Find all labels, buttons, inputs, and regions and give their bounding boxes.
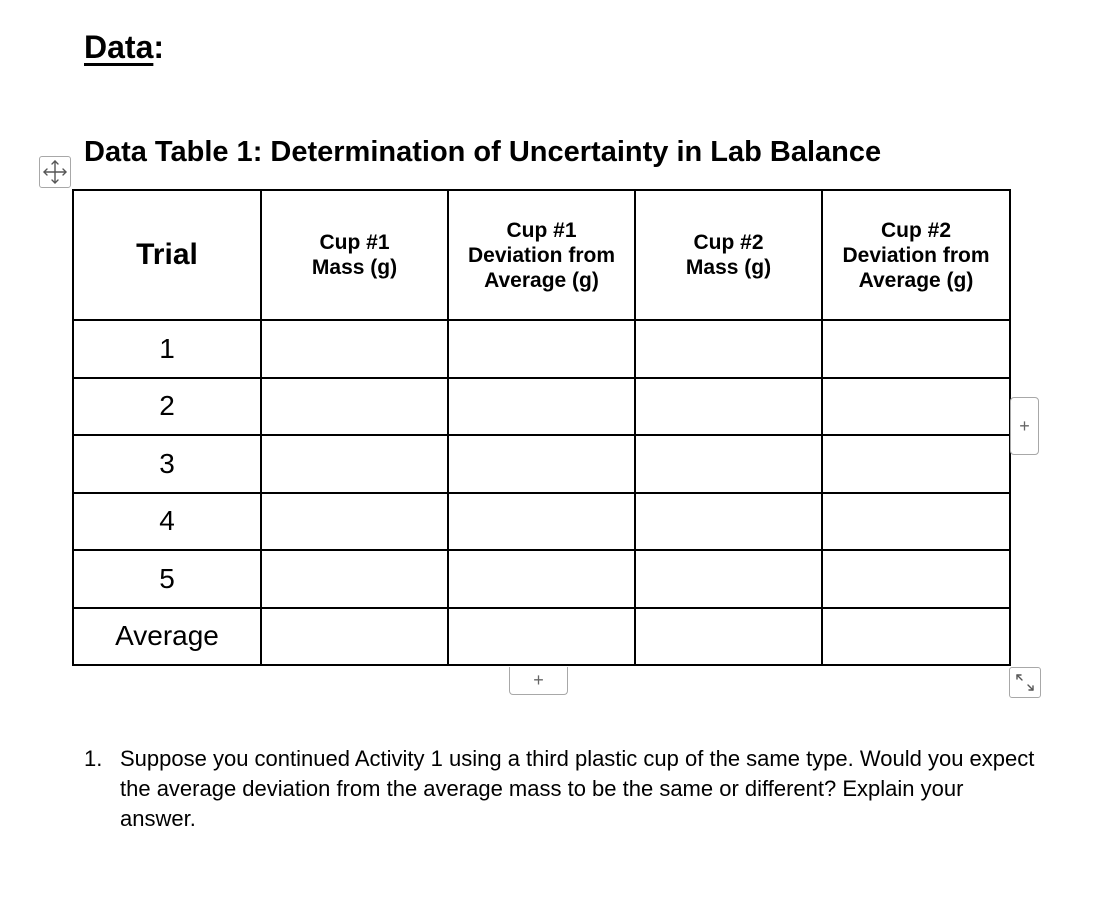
- table-row: [73, 320, 1010, 378]
- cup1-mass-cell[interactable]: [261, 435, 448, 493]
- question-text: Suppose you continued Activity 1 using a third plastic cup of the same type. Would you expect the average deviation from the average mass to be the same or different? Explain your answer.: [120, 746, 1035, 831]
- header-cup1-deviation[interactable]: [448, 190, 635, 320]
- cup2-deviation-cell[interactable]: [822, 550, 1010, 608]
- table-row-average: [73, 608, 1010, 666]
- header-line: Average (g): [484, 268, 599, 292]
- trial-label-cell[interactable]: 4: [73, 493, 261, 551]
- cup1-deviation-cell[interactable]: [448, 550, 635, 608]
- average-label-cell[interactable]: Average: [73, 608, 261, 666]
- trial-label-cell[interactable]: 1: [73, 320, 261, 378]
- header-trial-label: Trial: [136, 238, 198, 271]
- header-trial[interactable]: [73, 190, 261, 320]
- header-line: Deviation from: [842, 243, 990, 267]
- cup1-mass-cell[interactable]: [261, 550, 448, 608]
- cup2-deviation-cell[interactable]: [822, 435, 1010, 493]
- trial-label-cell[interactable]: 3: [73, 435, 261, 493]
- cup2-deviation-cell[interactable]: [822, 493, 1010, 551]
- header-line: Cup #1: [506, 218, 577, 242]
- question-1: [84, 744, 1044, 834]
- header-line: Average (g): [858, 268, 974, 292]
- header-line: Cup #2: [693, 231, 764, 254]
- header-line: Cup #1: [319, 231, 390, 254]
- cup2-mass-cell[interactable]: [635, 550, 822, 608]
- cup1-deviation-average-cell[interactable]: [448, 608, 635, 666]
- section-heading-colon: :: [153, 29, 165, 65]
- table-row: [73, 378, 1010, 436]
- diagonal-resize-icon: [1010, 668, 1040, 697]
- table-row: [73, 493, 1010, 551]
- move-arrows-icon: [40, 157, 70, 187]
- cup2-deviation-cell[interactable]: [822, 320, 1010, 378]
- header-cup2-deviation[interactable]: [822, 190, 1010, 320]
- header-line: Mass (g): [685, 256, 772, 279]
- table-move-handle[interactable]: [39, 156, 71, 188]
- table-resize-handle[interactable]: [1009, 667, 1041, 698]
- cup1-deviation-cell[interactable]: [448, 435, 635, 493]
- trial-label-cell[interactable]: 5: [73, 550, 261, 608]
- header-cup2-mass[interactable]: [635, 190, 822, 320]
- cup2-mass-cell[interactable]: [635, 493, 822, 551]
- cup1-deviation-cell[interactable]: [448, 493, 635, 551]
- header-cup1-mass[interactable]: [261, 190, 448, 320]
- question-number: 1.: [84, 746, 103, 771]
- header-line: Cup #2: [880, 218, 951, 242]
- cup1-mass-cell[interactable]: [261, 320, 448, 378]
- cup2-mass-cell[interactable]: [635, 320, 822, 378]
- table-row: [73, 435, 1010, 493]
- trial-label-cell[interactable]: 2: [73, 378, 261, 436]
- cup2-deviation-average-cell[interactable]: [822, 608, 1010, 666]
- add-row-button[interactable]: +: [509, 667, 568, 695]
- cup1-deviation-cell[interactable]: [448, 378, 635, 436]
- cup1-deviation-cell[interactable]: [448, 320, 635, 378]
- cup2-mass-cell[interactable]: [635, 378, 822, 436]
- cup1-mass-cell[interactable]: [261, 493, 448, 551]
- table-row: [73, 550, 1010, 608]
- cup2-deviation-cell[interactable]: [822, 378, 1010, 436]
- cup1-mass-average-cell[interactable]: [261, 608, 448, 666]
- data-table-1: [72, 189, 1011, 666]
- add-column-button[interactable]: +: [1010, 397, 1039, 455]
- header-line: Deviation from: [467, 243, 616, 267]
- section-heading: [84, 27, 164, 67]
- cup1-mass-cell[interactable]: [261, 378, 448, 436]
- header-line: Mass (g): [311, 256, 398, 279]
- section-heading-text: Data: [84, 29, 154, 65]
- cup2-mass-average-cell[interactable]: [635, 608, 822, 666]
- cup2-mass-cell[interactable]: [635, 435, 822, 493]
- table-header-row: [73, 190, 1010, 320]
- table-title: Data Table 1: Determination of Uncertainty in Lab Balance: [84, 136, 882, 168]
